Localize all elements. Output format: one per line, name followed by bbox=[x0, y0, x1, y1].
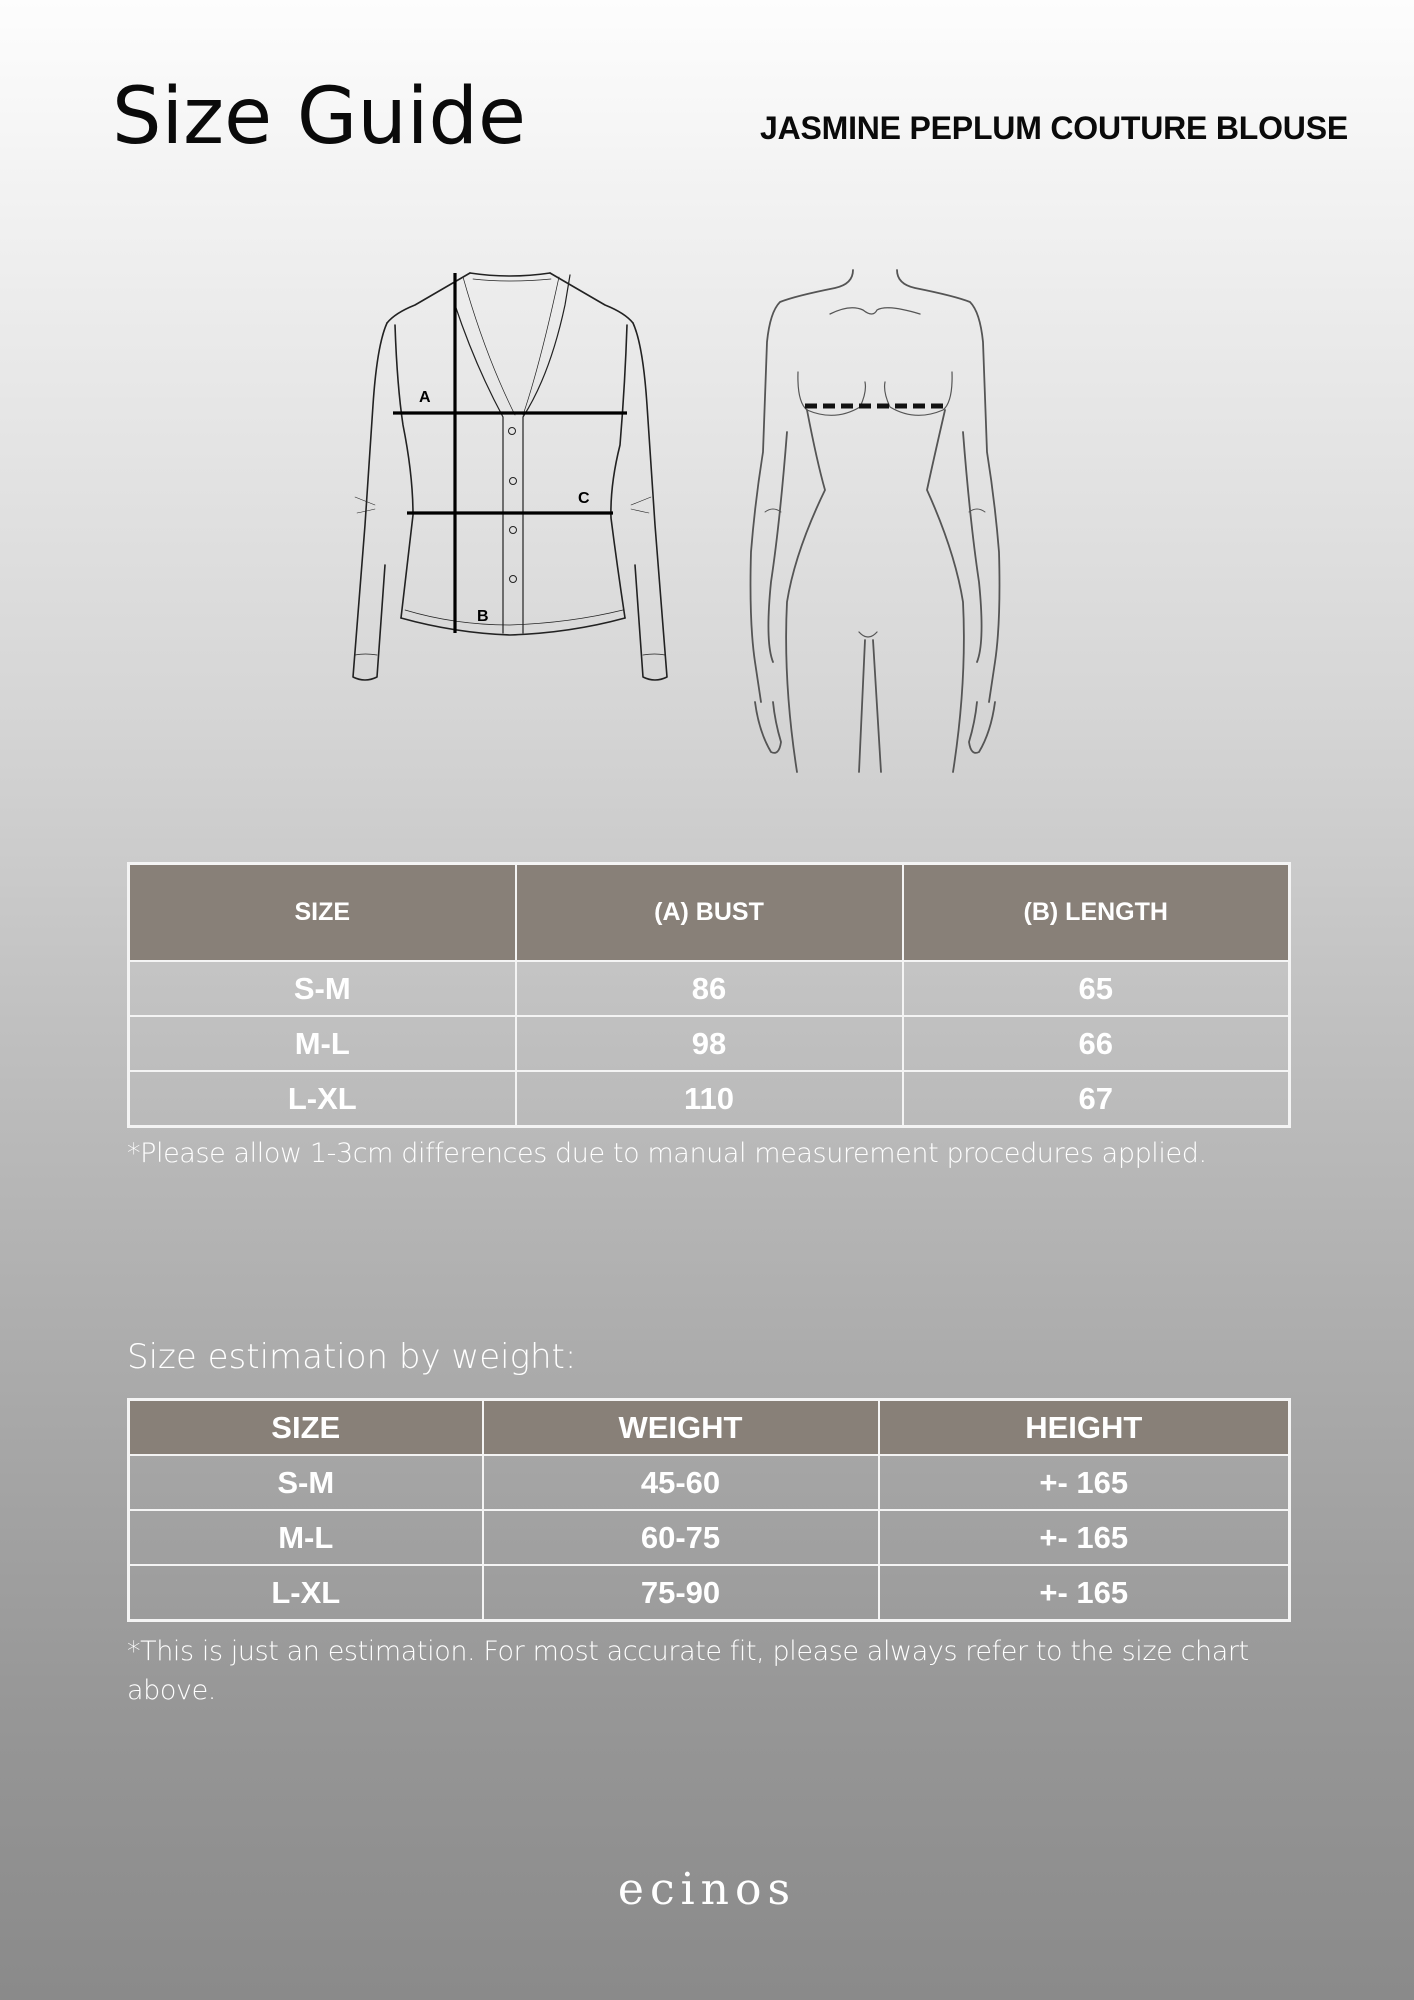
table-header-row bbox=[129, 1400, 1290, 1456]
header-length: (B) LENGTH bbox=[903, 864, 1290, 962]
header-bust: (A) BUST bbox=[516, 864, 903, 962]
label-a: A bbox=[419, 389, 431, 406]
cell-bust: 86 bbox=[516, 961, 903, 1016]
cell-length: 65 bbox=[903, 961, 1290, 1016]
header-weight: WEIGHT bbox=[483, 1400, 879, 1456]
measurement-table bbox=[127, 862, 1291, 1128]
cell-bust: 98 bbox=[516, 1016, 903, 1071]
cell-height: +- 165 bbox=[879, 1455, 1290, 1510]
table-row bbox=[129, 1565, 1290, 1621]
header-size: SIZE bbox=[129, 1400, 483, 1456]
page-title: Size Guide bbox=[112, 72, 526, 162]
brand-logo: ecinos bbox=[617, 1864, 797, 1915]
cell-size: M-L bbox=[129, 1510, 483, 1565]
weight-table bbox=[127, 1398, 1291, 1622]
header-size: SIZE bbox=[129, 864, 516, 962]
cell-height: +- 165 bbox=[879, 1510, 1290, 1565]
cell-weight: 60-75 bbox=[483, 1510, 879, 1565]
table-row bbox=[129, 1455, 1290, 1510]
cell-size: S-M bbox=[129, 1455, 483, 1510]
label-c: C bbox=[578, 490, 590, 507]
table-row bbox=[129, 1071, 1290, 1127]
garment-diagram bbox=[335, 265, 685, 705]
cell-bust: 110 bbox=[516, 1071, 903, 1127]
measurement-note: *Please allow 1-3cm differences due to manual measurement procedures applied. bbox=[127, 1138, 1207, 1169]
cell-height: +- 165 bbox=[879, 1565, 1290, 1621]
label-b: B bbox=[477, 608, 489, 625]
table-header-row bbox=[129, 864, 1290, 962]
cell-weight: 75-90 bbox=[483, 1565, 879, 1621]
header-height: HEIGHT bbox=[879, 1400, 1290, 1456]
table-row bbox=[129, 1016, 1290, 1071]
weight-note: *This is just an estimation. For most accurate fit, please always refer to the size chart above. bbox=[127, 1636, 1249, 1706]
cell-weight: 45-60 bbox=[483, 1455, 879, 1510]
weight-section-title: Size estimation by weight: bbox=[127, 1337, 577, 1377]
cell-size: S-M bbox=[129, 961, 516, 1016]
cell-size: L-XL bbox=[129, 1565, 483, 1621]
cell-length: 66 bbox=[903, 1016, 1290, 1071]
cell-length: 67 bbox=[903, 1071, 1290, 1127]
body-figure-diagram bbox=[735, 262, 1015, 787]
cell-size: L-XL bbox=[129, 1071, 516, 1127]
product-name: JASMINE PEPLUM COUTURE BLOUSE bbox=[759, 110, 1348, 146]
cell-size: M-L bbox=[129, 1016, 516, 1071]
table-row bbox=[129, 961, 1290, 1016]
table-row bbox=[129, 1510, 1290, 1565]
